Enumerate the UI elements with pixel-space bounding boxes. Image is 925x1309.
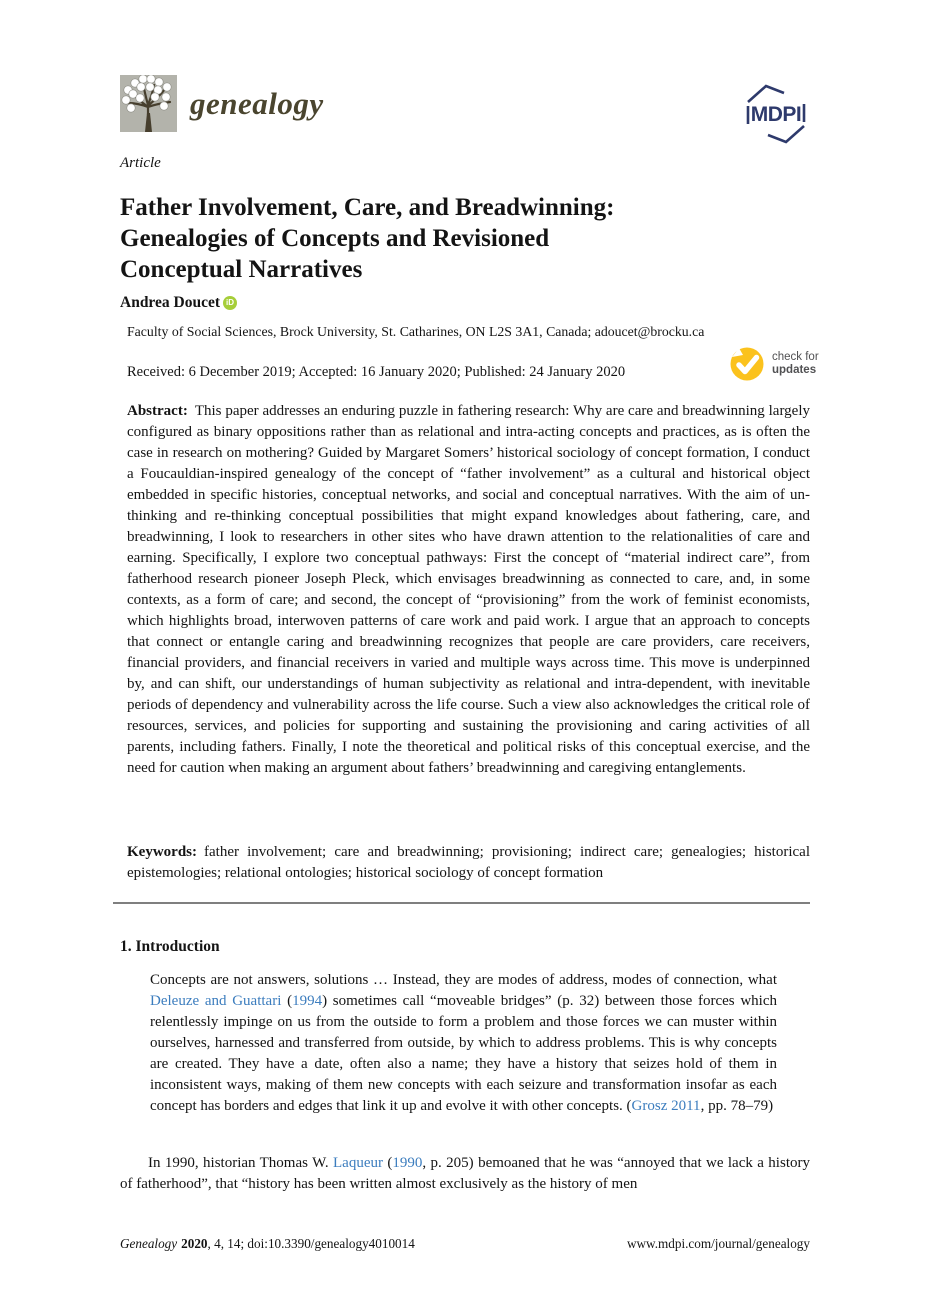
section-heading-introduction: 1. Introduction <box>120 938 220 955</box>
footer-journal-name: Genealogy <box>120 1236 178 1251</box>
paragraph-text: , p. 205) bemoaned that he was “annoyed that we lack a history of fatherhood”, that “history has been written almost exclusively as the history of men <box>120 1155 810 1192</box>
keywords-label: Keywords: <box>127 844 197 860</box>
check-badge-line1: check for <box>772 350 819 363</box>
page-title <box>120 192 780 285</box>
citation-link-1994[interactable]: 1994 <box>292 993 323 1009</box>
journal-brand <box>120 75 324 132</box>
abstract <box>127 401 810 779</box>
check-badge-line2: updates <box>772 364 817 376</box>
mdpi-logo-icon <box>742 82 810 146</box>
citation-link-grosz-2011[interactable]: Grosz 2011 <box>631 1098 701 1114</box>
block-quote <box>150 970 777 1117</box>
citation-link-1990[interactable]: 1990 <box>392 1155 423 1171</box>
body-paragraph <box>120 1153 810 1195</box>
check-for-updates-badge[interactable] <box>729 346 819 382</box>
title-line: Conceptual Narratives <box>120 255 363 283</box>
quote-text: ) sometimes call “moveable bridges” (p. 32) between those forces which relentlessly impinge on us from the outside to form a problem and those forces we can muster within ourselves, harnessed and transferred from outside, by which to address problems. This is why concepts are created. They have a date, often also a name; they have a history that seizes hold of them in inconsistent ways, making of them new concepts with each seizure and transformation insofar as each concept has borders and edges that link it up and evolve it with other concepts. ( <box>150 993 778 1114</box>
affiliation: Faculty of Social Sciences, Brock University, St. Catharines, ON L2S 3A1, Canada; adoucet@brocku.ca <box>127 324 705 339</box>
footer-year: 2020 <box>181 1236 208 1251</box>
check-badge-text <box>772 351 819 378</box>
keywords-text: father involvement; care and breadwinning; provisioning; indirect care; genealogies; historical epistemologies; relational ontologies; historical sociology of concept formation <box>127 844 810 881</box>
crossmark-check-icon <box>729 346 765 382</box>
footer-journal-url[interactable]: www.mdpi.com/journal/genealogy <box>627 1236 810 1251</box>
section-divider <box>113 902 810 904</box>
abstract-text: This paper addresses an enduring puzzle in fathering research: Why are care and breadwinning largely configured as binary oppositions rather than as relational and intra-acting concepts and practices, as is often the case in research on mothering? Guided by Margaret Somers’ historical sociology of concept formation, I conduct a Foucauldian-inspired genealogy of the concept of “father involvement” as a cultural and historical object embedded in specific histories, conceptual networks, and social and conceptual narratives. With the aim of un-thinking and re-thinking conceptual possibilities that might expand knowledges about fathering, care, and breadwinning, I look to researchers in other sites who have drawn attention to the relationalities of care and earning. Specifically, I explore two conceptual pathways: First the concept of “material indirect care”, from fatherhood research pioneer Joseph Pleck, which envisages breadwinning as connected to care, and, in some contexts, as a form of care; and second, the concept of “provisioning” from the work of feminist economists, which highlights broad, interwoven patterns of care work and paid work. I argue that an approach to concepts that connect or entangle caring and breadwinning recognizes that people are care providers, care receivers, financial providers, and financial receivers in varied and multiple ways across time. This move is underpinned by, and can shift, our understandings of human subjectivity as relational and intra-dependent, with inevitable periods of dependency and vulnerability across the life course. Such a view also acknowledges the critical role of resources, services, and policies for supporting and sustaining the provisioning and caring activities of all parents, including fathers. Finally, I note the theoretical and political risks of this conceptual exercise, and the need for caution when making an argument about fathers’ breadwinning and caregiving entanglements. <box>127 403 810 776</box>
quote-text: Concepts are not answers, solutions … Instead, they are modes of address, modes of connection, what <box>150 972 777 988</box>
citation-link-laqueur[interactable]: Laqueur <box>333 1155 383 1171</box>
footer-citation <box>120 1236 415 1252</box>
article-type-label: Article <box>120 155 161 171</box>
journal-wordmark: genealogy <box>190 85 324 121</box>
paragraph-text: ( <box>383 1155 393 1171</box>
title-line: Father Involvement, Care, and Breadwinning: <box>120 193 615 221</box>
citation-link-deleuze-guattari[interactable]: Deleuze and Guattari <box>150 993 282 1009</box>
paragraph-text: In 1990, historian Thomas W. <box>148 1155 334 1171</box>
page-footer <box>120 1236 810 1252</box>
quote-text: ( <box>281 993 293 1009</box>
abstract-label: Abstract: <box>127 403 188 419</box>
orcid-icon[interactable]: iD <box>223 296 237 310</box>
genealogy-tree-logo-icon <box>120 75 177 132</box>
dates-line: Received: 6 December 2019; Accepted: 16 January 2020; Published: 24 January 2020 <box>127 364 626 380</box>
author-name: Andrea Doucet <box>120 294 221 311</box>
title-line: Genealogies of Concepts and Revisioned <box>120 224 550 252</box>
mdpi-logo-text: MDPI <box>750 103 802 126</box>
keywords <box>127 842 810 884</box>
footer-doi: , 4, 14; doi:10.3390/genealogy4010014 <box>207 1236 415 1251</box>
quote-text: , pp. 78–79) <box>700 1098 774 1114</box>
author-row <box>120 294 237 312</box>
